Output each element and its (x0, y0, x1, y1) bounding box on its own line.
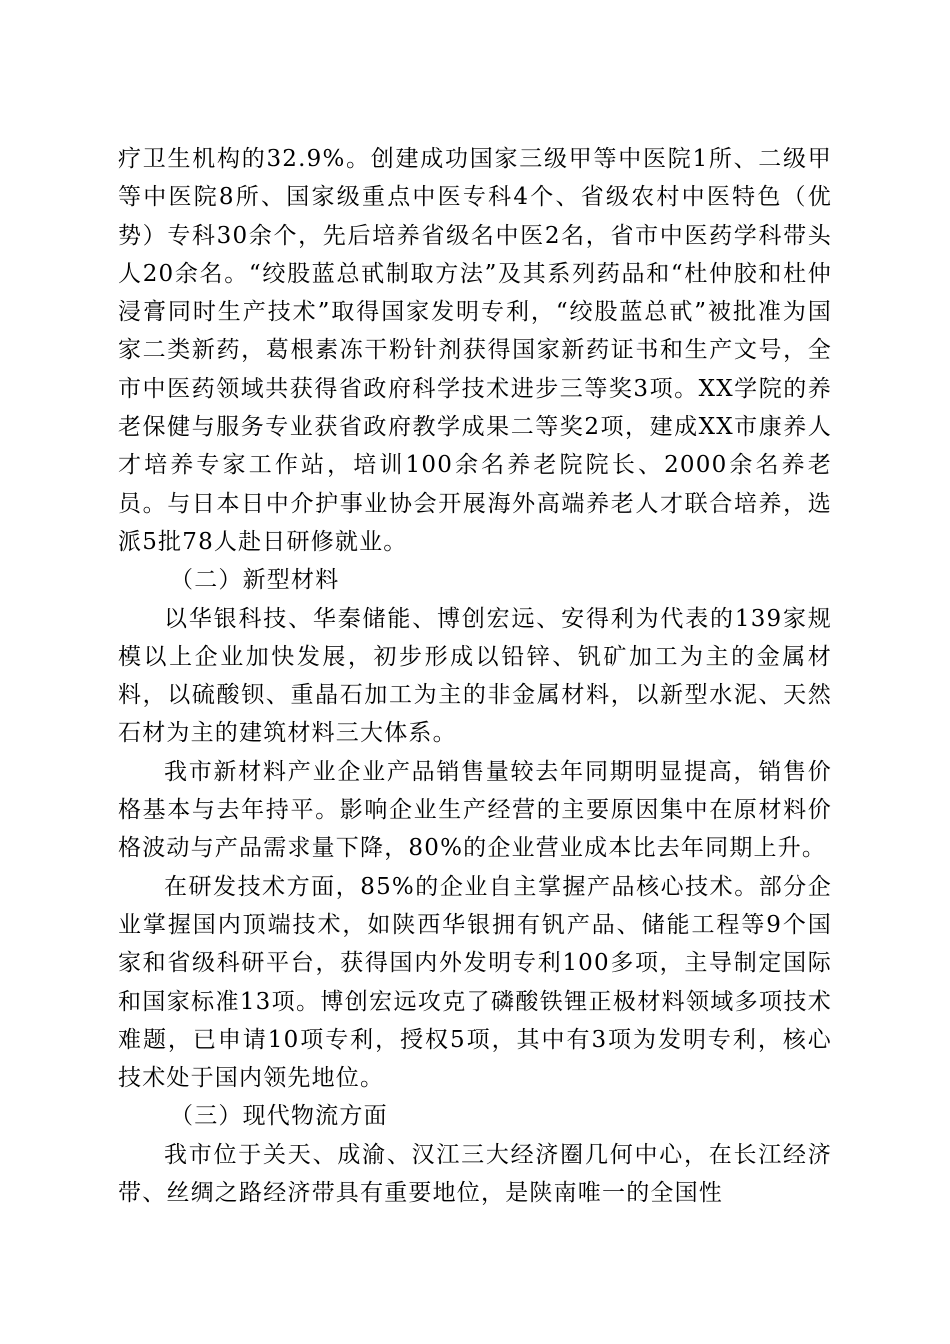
document-page (118, 140, 832, 1212)
section-heading-new-materials: （二）新型材料 (170, 567, 340, 594)
paragraph-logistics-location: 我市位于关天、成渝、汉江三大经济圈几何中心，在长江经济带、丝绸之路经济带具有重要地位，是陕南唯一的全国性 (118, 1141, 832, 1207)
paragraph-materials-overview: 以华银科技、华秦储能、博创宏远、安得利为代表的139家规模以上企业加快发展，初步形成以铅锌、钒矿加工为主的金属材料，以硫酸钡、重晶石加工为主的非金属材料，以新型水泥、天然石材为主的建筑材料三大体系。 (118, 605, 832, 747)
section-heading-logistics: （三）现代物流方面 (170, 1103, 388, 1130)
paragraph-health-institutions: 疗卫生机构的32.9%。创建成功国家三级甲等中医院1所、二级甲等中医院8所、国家级重点中医专科4个、省级农村中医特色（优势）专科30余个，先后培养省级名中医2名，省市中医药学科带头人20余名。“绞股蓝总甙制取方法”及其系列药品和“杜仲胶和杜仲浸膏同时生产技术”取得国家发明专利，“绞股蓝总甙”被批准为国家二类新药，葛根素冻干粉针剂获得国家新药证书和生产文号，全市中医药领域共获得省政府科学技术进步三等奖3项。XX学院的养老保健与服务专业获省政府教学成果二等奖2项，建成XX市康养人才培养专家工作站，培训100余名养老院院长、2000余名养老员。与日本日中介护事业协会开展海外高端养老人才联合培养，选派5批78人赴日研修就业。 (118, 146, 832, 555)
paragraph-materials-sales: 我市新材料产业企业产品销售量较去年同期明显提高，销售价格基本与去年持平。影响企业生产经营的主要原因集中在原材料价格波动与产品需求量下降，80%的企业营业成本比去年同期上升。 (118, 758, 832, 862)
paragraph-materials-rnd: 在研发技术方面，85%的企业自主掌握产品核心技术。部分企业掌握国内顶端技术，如陕西华银拥有钒产品、储能工程等9个国家和省级科研平台，获得国内外发明专利100多项，主导制定国际和国家标准13项。博创宏远攻克了磷酸铁锂正极材料领域多项技术难题，已申请10项专利，授权5项，其中有3项为发明专利，核心技术处于国内领先地位。 (118, 873, 832, 1092)
